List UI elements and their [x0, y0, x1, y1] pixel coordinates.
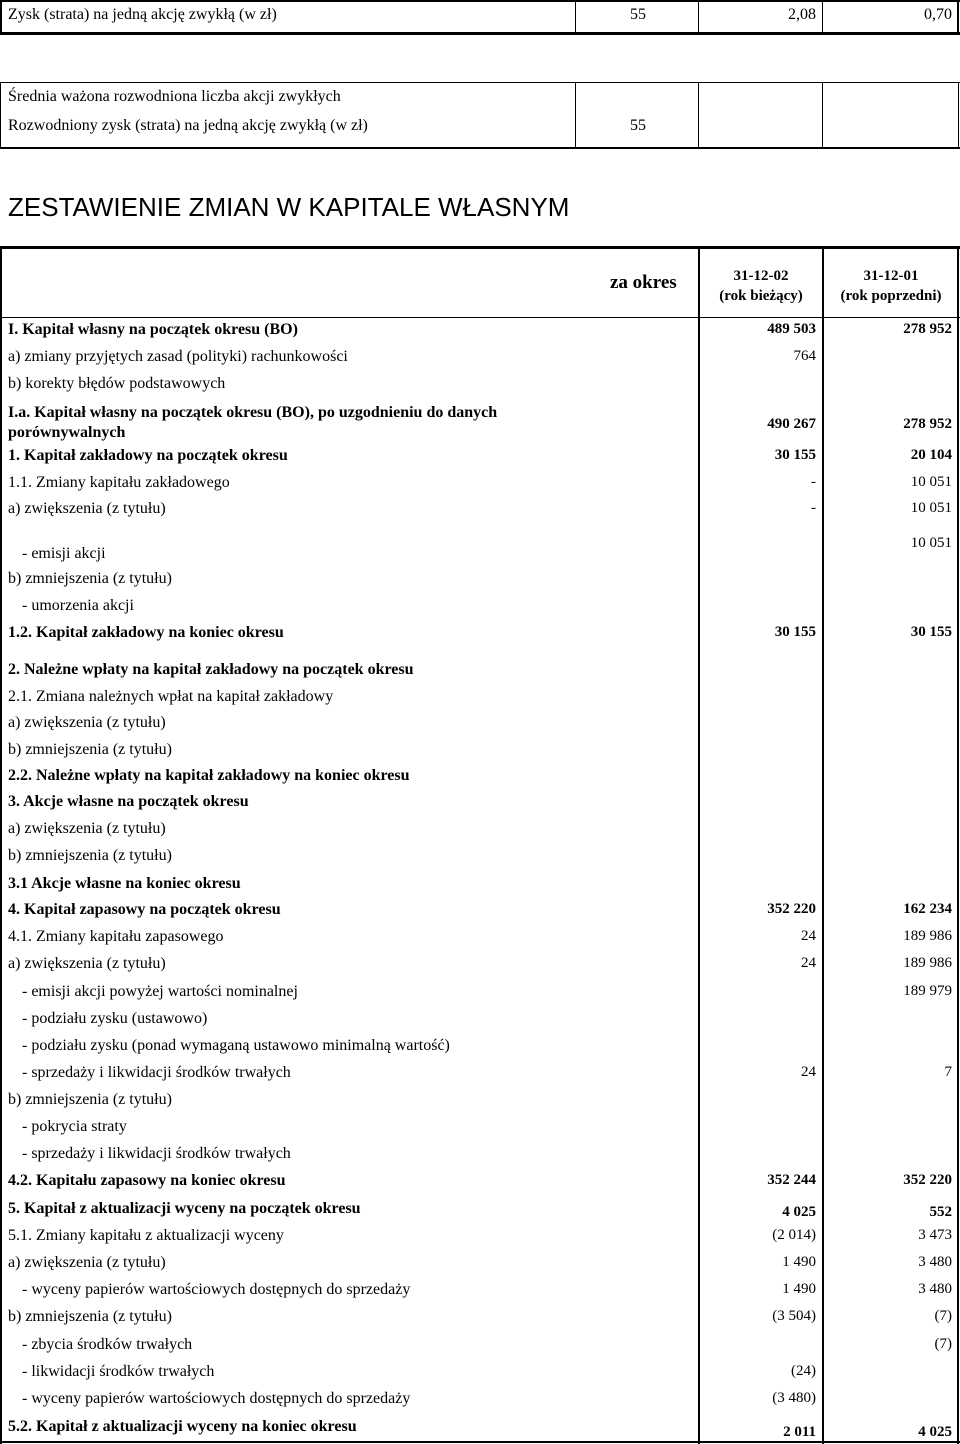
previous-date: 31-12-01 — [863, 268, 919, 284]
current-value: 30 155 — [774, 624, 816, 640]
row-label: 2.2. Należne wpłaty na kapitał zakładowy na koniec okresu — [8, 767, 410, 784]
row-label: I. Kapitał własny na początek okresu (BO) — [8, 321, 298, 338]
row-label: 4.2. Kapitału zapasowy na koniec okresu — [8, 1172, 286, 1189]
current-value: (2 014) — [772, 1227, 816, 1243]
previous-value: 10 051 — [910, 474, 952, 490]
row-label: - likwidacji środków trwałych — [22, 1363, 215, 1380]
previous-value: 189 986 — [903, 955, 952, 971]
row-label: a) zwiększenia (z tytułu) — [8, 714, 166, 731]
diluted-eps-note: 55 — [630, 117, 646, 134]
row-label: b) korekty błędów podstawowych — [8, 375, 226, 392]
current-value: (3 504) — [772, 1308, 816, 1324]
weighted-shares-label: Średnia ważona rozwodniona liczba akcji zwykłych — [8, 88, 341, 105]
row-label: 5.2. Kapitał z aktualizacji wyceny na koniec okresu — [8, 1418, 357, 1435]
row-label: - sprzedaży i likwidacji środków trwałych — [22, 1145, 291, 1162]
row-label: 3. Akcje własne na początek okresu — [8, 793, 249, 810]
previous-value: 278 952 — [903, 416, 952, 432]
current-value: 352 220 — [767, 901, 816, 917]
eps-note: 55 — [630, 6, 646, 23]
previous-value: 10 051 — [910, 535, 952, 551]
row-label: 1.2. Kapitał zakładowy na koniec okresu — [8, 624, 284, 641]
current-date: 31-12-02 — [733, 268, 789, 284]
row-label: b) zmniejszenia (z tytułu) — [8, 847, 172, 864]
row-label: a) zwiększenia (z tytułu) — [8, 820, 166, 837]
current-value: 24 — [801, 1064, 816, 1080]
row-label: b) zmniejszenia (z tytułu) — [8, 1308, 172, 1325]
current-value: 490 267 — [767, 416, 816, 432]
row-label: - podziału zysku (ponad wymaganą ustawowo minimalną wartość) — [22, 1037, 450, 1054]
current-value: - — [811, 474, 816, 490]
eps-label: Zysk (strata) na jedną akcję zwykłą (w zł) — [8, 6, 277, 23]
row-label: a) zmiany przyjętych zasad (polityki) rachunkowości — [8, 348, 348, 365]
previous-value: 10 051 — [910, 500, 952, 516]
row-label: b) zmniejszenia (z tytułu) — [8, 570, 172, 587]
row-label: 2. Należne wpłaty na kapitał zakładowy na początek okresu — [8, 661, 414, 678]
current-value: 2 011 — [783, 1424, 816, 1440]
row-label: - emisji akcji — [22, 545, 106, 562]
previous-value: 352 220 — [903, 1172, 952, 1188]
row-label: - zbycia środków trwałych — [22, 1336, 193, 1353]
row-label: 5. Kapitał z aktualizacji wyceny na początek okresu — [8, 1200, 361, 1217]
current-value: 30 155 — [774, 447, 816, 463]
row-label: - sprzedaży i likwidacji środków trwałych — [22, 1064, 291, 1081]
current-value: 489 503 — [767, 321, 816, 337]
previous-value: (7) — [934, 1336, 952, 1352]
current-value: 24 — [801, 928, 816, 944]
row-label: 3.1 Akcje własne na koniec okresu — [8, 875, 241, 892]
previous-period-header — [824, 266, 958, 306]
current-year-label: (rok bieżący) — [719, 288, 803, 304]
row-label: b) zmniejszenia (z tytułu) — [8, 1091, 172, 1108]
row-label: a) zwiększenia (z tytułu) — [8, 500, 166, 517]
previous-value: 278 952 — [903, 321, 952, 337]
current-value: 352 244 — [767, 1172, 816, 1188]
page-title: ZESTAWIENIE ZMIAN W KAPITALE WŁASNYM — [8, 192, 570, 222]
period-header: za okres — [610, 272, 677, 293]
row-label: 1. Kapitał zakładowy na początek okresu — [8, 447, 288, 464]
row-label: b) zmniejszenia (z tytułu) — [8, 741, 172, 758]
current-value: 764 — [793, 348, 816, 364]
previous-value: 4 025 — [918, 1424, 952, 1440]
previous-value: 552 — [929, 1204, 952, 1220]
previous-value: 162 234 — [903, 901, 952, 917]
row-label: - pokrycia straty — [22, 1118, 127, 1135]
current-value: 1 490 — [782, 1254, 816, 1270]
row-label: 1.1. Zmiany kapitału zakładowego — [8, 474, 230, 491]
current-value: (3 480) — [772, 1390, 816, 1406]
current-value: (24) — [791, 1363, 816, 1379]
current-value: - — [811, 500, 816, 516]
row-label: 5.1. Zmiany kapitału z aktualizacji wyceny — [8, 1227, 284, 1244]
row-label: 4.1. Zmiany kapitału zapasowego — [8, 928, 224, 945]
previous-value: 189 986 — [903, 928, 952, 944]
previous-value: 7 — [944, 1064, 952, 1080]
row-label: 2.1. Zmiana należnych wpłat na kapitał zakładowy — [8, 688, 334, 705]
previous-value: 3 480 — [918, 1281, 952, 1297]
row-label: - umorzenia akcji — [22, 597, 134, 614]
eps-current: 2,08 — [788, 6, 816, 23]
current-value: 24 — [801, 955, 816, 971]
current-value: 4 025 — [782, 1204, 816, 1220]
previous-value: 3 480 — [918, 1254, 952, 1270]
previous-value: 20 104 — [910, 447, 952, 463]
row-label: I.a. Kapitał własny na początek okresu (BO), po uzgodnieniu do danych — [8, 404, 498, 421]
row-label-continuation: porównywalnych — [8, 424, 126, 441]
row-label: - emisji akcji powyżej wartości nominalnej — [22, 983, 298, 1000]
previous-value: 3 473 — [918, 1227, 952, 1243]
diluted-eps-label: Rozwodniony zysk (strata) na jedną akcję zwykłą (w zł) — [8, 117, 368, 134]
current-value: 1 490 — [782, 1281, 816, 1297]
previous-value: 189 979 — [903, 983, 952, 999]
row-label: 4. Kapitał zapasowy na początek okresu — [8, 901, 281, 918]
row-label: a) zwiększenia (z tytułu) — [8, 1254, 166, 1271]
previous-value: (7) — [934, 1308, 952, 1324]
row-label: a) zwiększenia (z tytułu) — [8, 955, 166, 972]
previous-value: 30 155 — [910, 624, 952, 640]
row-label: - wyceny papierów wartościowych dostępnych do sprzedaży — [22, 1281, 411, 1298]
eps-previous: 0,70 — [924, 6, 952, 23]
previous-year-label: (rok poprzedni) — [840, 288, 942, 304]
current-period-header — [700, 266, 822, 306]
row-label: - wyceny papierów wartościowych dostępnych do sprzedaży — [22, 1390, 411, 1407]
row-label: - podziału zysku (ustawowo) — [22, 1010, 208, 1027]
